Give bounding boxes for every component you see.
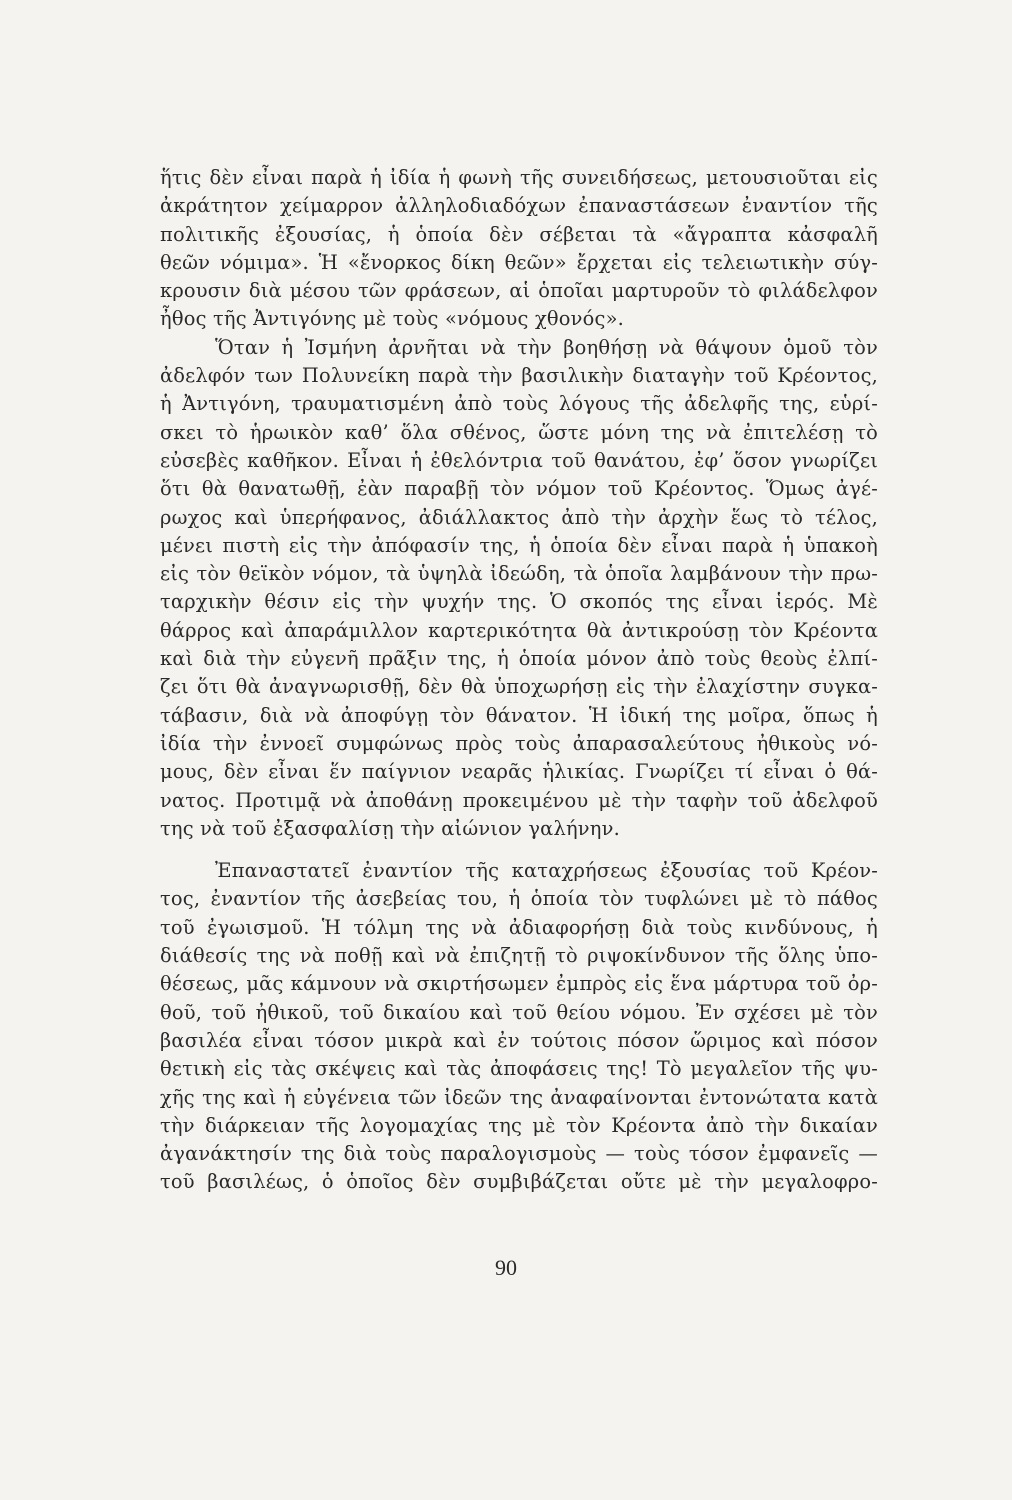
text-line: τάβασιν, διὰ νὰ ἀποφύγῃ τὸν θάνατον. Ἡ ἰδική της μοῖρα, ὅπως ἡ — [160, 703, 878, 727]
paragraph-1 — [160, 164, 878, 334]
text-line: ὅτι θὰ θανατωθῇ, ἐὰν παραβῇ τὸν νόμον τοῦ Κρέοντος. Ὅμως ἀγέ- — [160, 477, 878, 501]
text-line: ἦθος τῆς Ἀντιγόνης μὲ τοὺς «νόμους χθονός». — [160, 307, 625, 331]
text-line: Ὅταν ἡ Ἰσμήνη ἀρνῆται νὰ τὴν βοηθήσῃ νὰ θάψουν ὁμοῦ τὸν — [215, 335, 878, 359]
text-line: βασιλέα εἶναι τόσον μικρὰ καὶ ἐν τούτοις πόσον ὥριμος καὶ πόσον — [160, 1028, 878, 1052]
text-line: σκει τὸ ἡρωικὸν καθ’ ὅλα σθένος, ὥστε μόνη της νὰ ἐπιτελέσῃ τὸ — [160, 420, 878, 444]
text-line: μένει πιστὴ εἰς τὴν ἀπόφασίν της, ἡ ὁποία δὲν εἶναι παρὰ ἡ ὑπακοὴ — [160, 533, 878, 557]
text-line: ἰδία τὴν ἐννοεῖ συμφώνως πρὸς τοὺς ἀπαρασαλεύτους ἠθικοὺς νό- — [160, 731, 878, 755]
paragraph-3 — [160, 857, 878, 1197]
text-line: της νὰ τοῦ ἐξασφαλίσῃ τὴν αἰώνιον γαλήνην. — [160, 816, 620, 840]
text-line: θάρρος καὶ ἀπαράμιλλον καρτερικότητα θὰ ἀντικρούσῃ τὸν Κρέοντα — [160, 618, 878, 642]
text-line: τοῦ ἐγωισμοῦ. Ἡ τόλμη της νὰ ἀδιαφορήσῃ διὰ τοὺς κινδύνους, ἡ — [160, 915, 878, 939]
text-line: ζει ὅτι θὰ ἀναγνωρισθῇ, δὲν θὰ ὑποχωρήσῃ εἰς τὴν ἐλαχίστην συγκα- — [160, 675, 878, 699]
text-line: θετικὴ εἰς τὰς σκέψεις καὶ τὰς ἀποφάσεις της! Τὸ μεγαλεῖον τῆς ψυ- — [160, 1057, 878, 1081]
text-line: θοῦ, τοῦ ἠθικοῦ, τοῦ δικαίου καὶ τοῦ θείου νόμου. Ἐν σχέσει μὲ τὸν — [160, 1000, 878, 1024]
paragraph-2 — [160, 334, 878, 843]
text-line: νατος. Προτιμᾷ νὰ ἀποθάνῃ προκειμένου μὲ τὴν ταφὴν τοῦ ἀδελφοῦ — [160, 788, 878, 812]
text-line: ρωχος καὶ ὑπερήφανος, ἀδιάλλακτος ἀπὸ τὴν ἀρχὴν ἕως τὸ τέλος, — [160, 505, 878, 529]
text-line: Ἐπαναστατεῖ ἐναντίον τῆς καταχρήσεως ἐξουσίας τοῦ Κρέον- — [215, 859, 878, 883]
paragraph-gap — [160, 843, 878, 857]
text-line: κρουσιν διὰ μέσου τῶν φράσεων, αἱ ὁποῖαι μαρτυροῦν τὸ φιλάδελφον — [160, 279, 878, 303]
text-line: πολιτικῆς ἐξουσίας, ἡ ὁποία δὲν σέβεται τὰ «ἄγραπτα κἀσφαλῆ — [160, 222, 878, 246]
text-line: ἀγανάκτησίν της διὰ τοὺς παραλογισμοὺς — τοὺς τόσον ἐμφανεῖς — — [160, 1142, 878, 1166]
text-line: ἀκράτητον χείμαρρον ἀλληλοδιαδόχων ἐπαναστάσεων ἐναντίον τῆς — [160, 194, 878, 218]
text-line: χῆς της καὶ ἡ εὐγένεια τῶν ἰδεῶν της ἀναφαίνονται ἐντονώτατα κατὰ — [160, 1085, 878, 1109]
text-line: τοῦ βασιλέως, ὁ ὁποῖος δὲν συμβιβάζεται οὔτε μὲ τὴν μεγαλοφρο- — [160, 1170, 878, 1194]
text-line: διάθεσίς της νὰ ποθῇ καὶ νὰ ἐπιζητῇ τὸ ριψοκίνδυνον τῆς ὅλης ὑπο- — [160, 944, 878, 968]
text-line: μους, δὲν εἶναι ἕν παίγνιον νεαρᾶς ἡλικίας. Γνωρίζει τί εἶναι ὁ θά- — [160, 760, 878, 784]
text-line: ταρχικὴν θέσιν εἰς τὴν ψυχήν της. Ὁ σκοπός της εἶναι ἱερός. Μὲ — [160, 590, 878, 614]
text-line: ἡ Ἀντιγόνη, τραυματισμένη ἀπὸ τοὺς λόγους τῆς ἀδελφῆς της, εὑρί- — [160, 392, 878, 416]
text-line: τὴν διάρκειαν τῆς λογομαχίας της μὲ τὸν Κρέοντα ἀπὸ τὴν δικαίαν — [160, 1113, 878, 1137]
text-line: τος, ἐναντίον τῆς ἀσεβείας του, ἡ ὁποία τὸν τυφλώνει μὲ τὸ πάθος — [160, 887, 878, 911]
text-line: θέσεως, μᾶς κάμνουν νὰ σκιρτήσωμεν ἐμπρὸς εἰς ἕνα μάρτυρα τοῦ ὀρ- — [160, 972, 878, 996]
text-line: εἰς τὸν θεϊκὸν νόμον, τὰ ὑψηλὰ ἰδεώδη, τὰ ὁποῖα λαμβάνουν τὴν πρω- — [160, 562, 878, 586]
text-line: εὐσεβὲς καθῆκον. Εἶναι ἡ ἐθελόντρια τοῦ θανάτου, ἐφ’ ὅσον γνωρίζει — [160, 448, 878, 472]
text-line: θεῶν νόμιμα». Ἡ «ἔνορκος δίκη θεῶν» ἔρχεται εἰς τελειωτικὴν σύγ- — [160, 250, 878, 274]
page-number: 90 — [495, 1255, 517, 1280]
text-line: ἥτις δὲν εἶναι παρὰ ἡ ἰδία ἡ φωνὴ τῆς συνειδήσεως, μετουσιοῦται εἰς — [160, 166, 878, 189]
text-line: καὶ διὰ τὴν εὐγενῆ πρᾶξιν της, ἡ ὁποία μόνον ἀπὸ τοὺς θεοὺς ἐλπί- — [160, 647, 878, 671]
body-text — [160, 164, 878, 1197]
text-line: ἀδελφόν των Πολυνείκη παρὰ τὴν βασιλικὴν διαταγὴν τοῦ Κρέοντος, — [160, 364, 878, 388]
